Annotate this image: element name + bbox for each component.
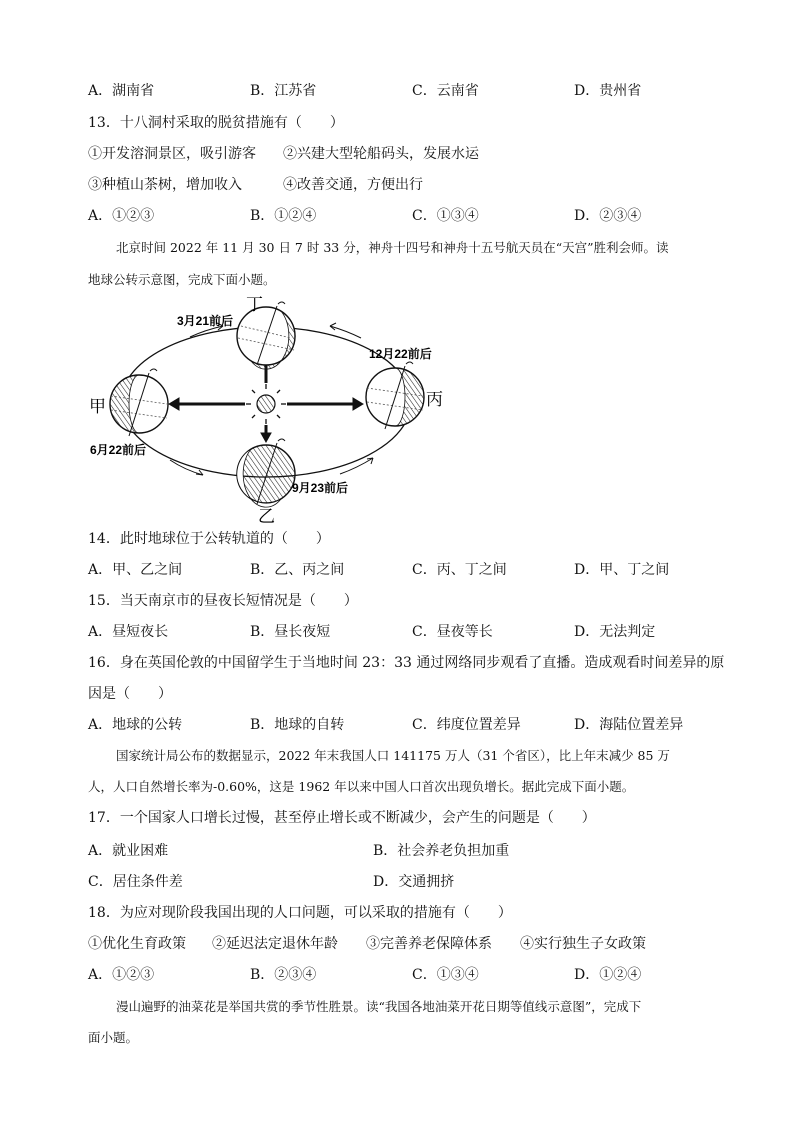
passage-2-line-2: 人，人口自然增长率为-0.60%，这是 1962 年以来中国人口首次出现负增长。据此完成下面小题。 xyxy=(88,779,635,794)
q18-option-c: C．①③④ xyxy=(412,967,479,983)
q14-option-c: C．丙、丁之间 xyxy=(412,562,507,578)
q14-option-b: B．乙、丙之间 xyxy=(250,562,345,578)
q14-stem: 14．此时地球位于公转轨道的（ ） xyxy=(88,531,330,547)
q16-option-a: A．地球的公转 xyxy=(88,717,183,733)
q13-item-3: ③种植山茶树，增加收入 xyxy=(88,177,242,193)
q13-option-c: C．①③④ xyxy=(412,208,479,224)
earth-jia xyxy=(110,369,168,436)
q16-option-b: B．地球的自转 xyxy=(250,717,345,733)
q18-option-a: A．①②③ xyxy=(88,967,155,983)
q12-option-c: C．云南省 xyxy=(412,83,479,99)
q16-stem-line-1: 16．身在英国伦敦的中国留学生于当地时间 23：33 通过网络同步观看了直播。造成观看时间差异的原 xyxy=(88,655,725,671)
passage-3-line-1: 漫山遍野的油菜花是举国共赏的季节性胜景。读“我国各地油菜开花日期等值线示意图”，完成下 xyxy=(116,999,642,1014)
q17-option-c: C．居住条件差 xyxy=(88,874,183,890)
earth-bing xyxy=(366,362,424,429)
q12-option-b: B．江苏省 xyxy=(250,83,317,99)
label-jia: 甲 xyxy=(89,397,106,416)
passage-3-line-2: 面小题。 xyxy=(88,1030,139,1045)
q15-option-c: C．昼夜等长 xyxy=(412,624,493,640)
sun-icon xyxy=(246,384,286,424)
earth-yi xyxy=(237,439,295,507)
label-date-ding: 3月21前后 xyxy=(177,314,234,328)
q13-option-d: D．②③④ xyxy=(574,208,642,224)
passage-1-line-1: 北京时间 2022 年 11 月 30 日 7 时 33 分，神舟十四号和神舟十五号航天员在“天宫”胜利会师。读 xyxy=(116,240,669,255)
q13-item-2: ②兴建大型轮船码头，发展水运 xyxy=(283,146,479,162)
q14-option-d: D．甲、丁之间 xyxy=(574,562,670,578)
q14-option-a: A．甲、乙之间 xyxy=(88,562,183,578)
label-bing: 丙 xyxy=(426,390,443,409)
q15-option-d: D．无法判定 xyxy=(574,624,656,640)
q12-option-a: A．湖南省 xyxy=(88,83,155,99)
q15-stem: 15．当天南京市的昼夜长短情况是（ ） xyxy=(88,593,358,609)
q17-option-b: B．社会养老负担加重 xyxy=(373,843,510,859)
q18-item-1: ①优化生育政策 xyxy=(88,936,186,952)
q18-item-2: ②延迟法定退休年龄 xyxy=(212,936,338,952)
q18-item-3: ③完善养老保障体系 xyxy=(366,936,492,952)
q13-item-4: ④改善交通，方便出行 xyxy=(283,177,423,193)
q12-option-d: D．贵州省 xyxy=(574,83,642,99)
passage-1-line-2: 地球公转示意图，完成下面小题。 xyxy=(88,272,276,287)
label-date-jia: 6月22前后 xyxy=(90,443,147,457)
label-date-yi: 9月23前后 xyxy=(292,481,349,495)
q16-option-c: C．纬度位置差异 xyxy=(412,717,521,733)
passage-2-line-1: 国家统计局公布的数据显示，2022 年末我国人口 141175 万人（31 个省区），比上年末减少 85 万 xyxy=(116,748,670,763)
q13-item-1: ①开发溶洞景区，吸引游客 xyxy=(88,146,256,162)
q15-option-a: A．昼短夜长 xyxy=(88,624,169,640)
q17-option-a: A．就业困难 xyxy=(88,843,169,859)
label-yi: 乙 xyxy=(258,507,275,524)
q18-item-4: ④实行独生子女政策 xyxy=(520,936,646,952)
q17-option-d: D．交通拥挤 xyxy=(373,874,455,890)
label-ding: 丁 xyxy=(246,295,263,314)
q15-option-b: B．昼长夜短 xyxy=(250,624,331,640)
q18-stem: 18．为应对现阶段我国出现的人口问题，可以采取的措施有（ ） xyxy=(88,905,512,921)
earth-revolution-diagram xyxy=(85,292,455,524)
q18-option-d: D．①②④ xyxy=(574,967,642,983)
label-date-bing: 12月22前后 xyxy=(369,347,432,361)
q17-stem: 17．一个国家人口增长过慢，甚至停止增长或不断减少，会产生的问题是（ ） xyxy=(88,810,596,826)
q18-option-b: B．②③④ xyxy=(250,967,317,983)
q13-option-a: A．①②③ xyxy=(88,208,155,224)
q16-option-d: D．海陆位置差异 xyxy=(574,717,684,733)
q13-option-b: B．①②④ xyxy=(250,208,317,224)
q13-stem: 13．十八洞村采取的脱贫措施有（ ） xyxy=(88,115,344,131)
q16-stem-line-2: 因是（ ） xyxy=(88,686,172,702)
